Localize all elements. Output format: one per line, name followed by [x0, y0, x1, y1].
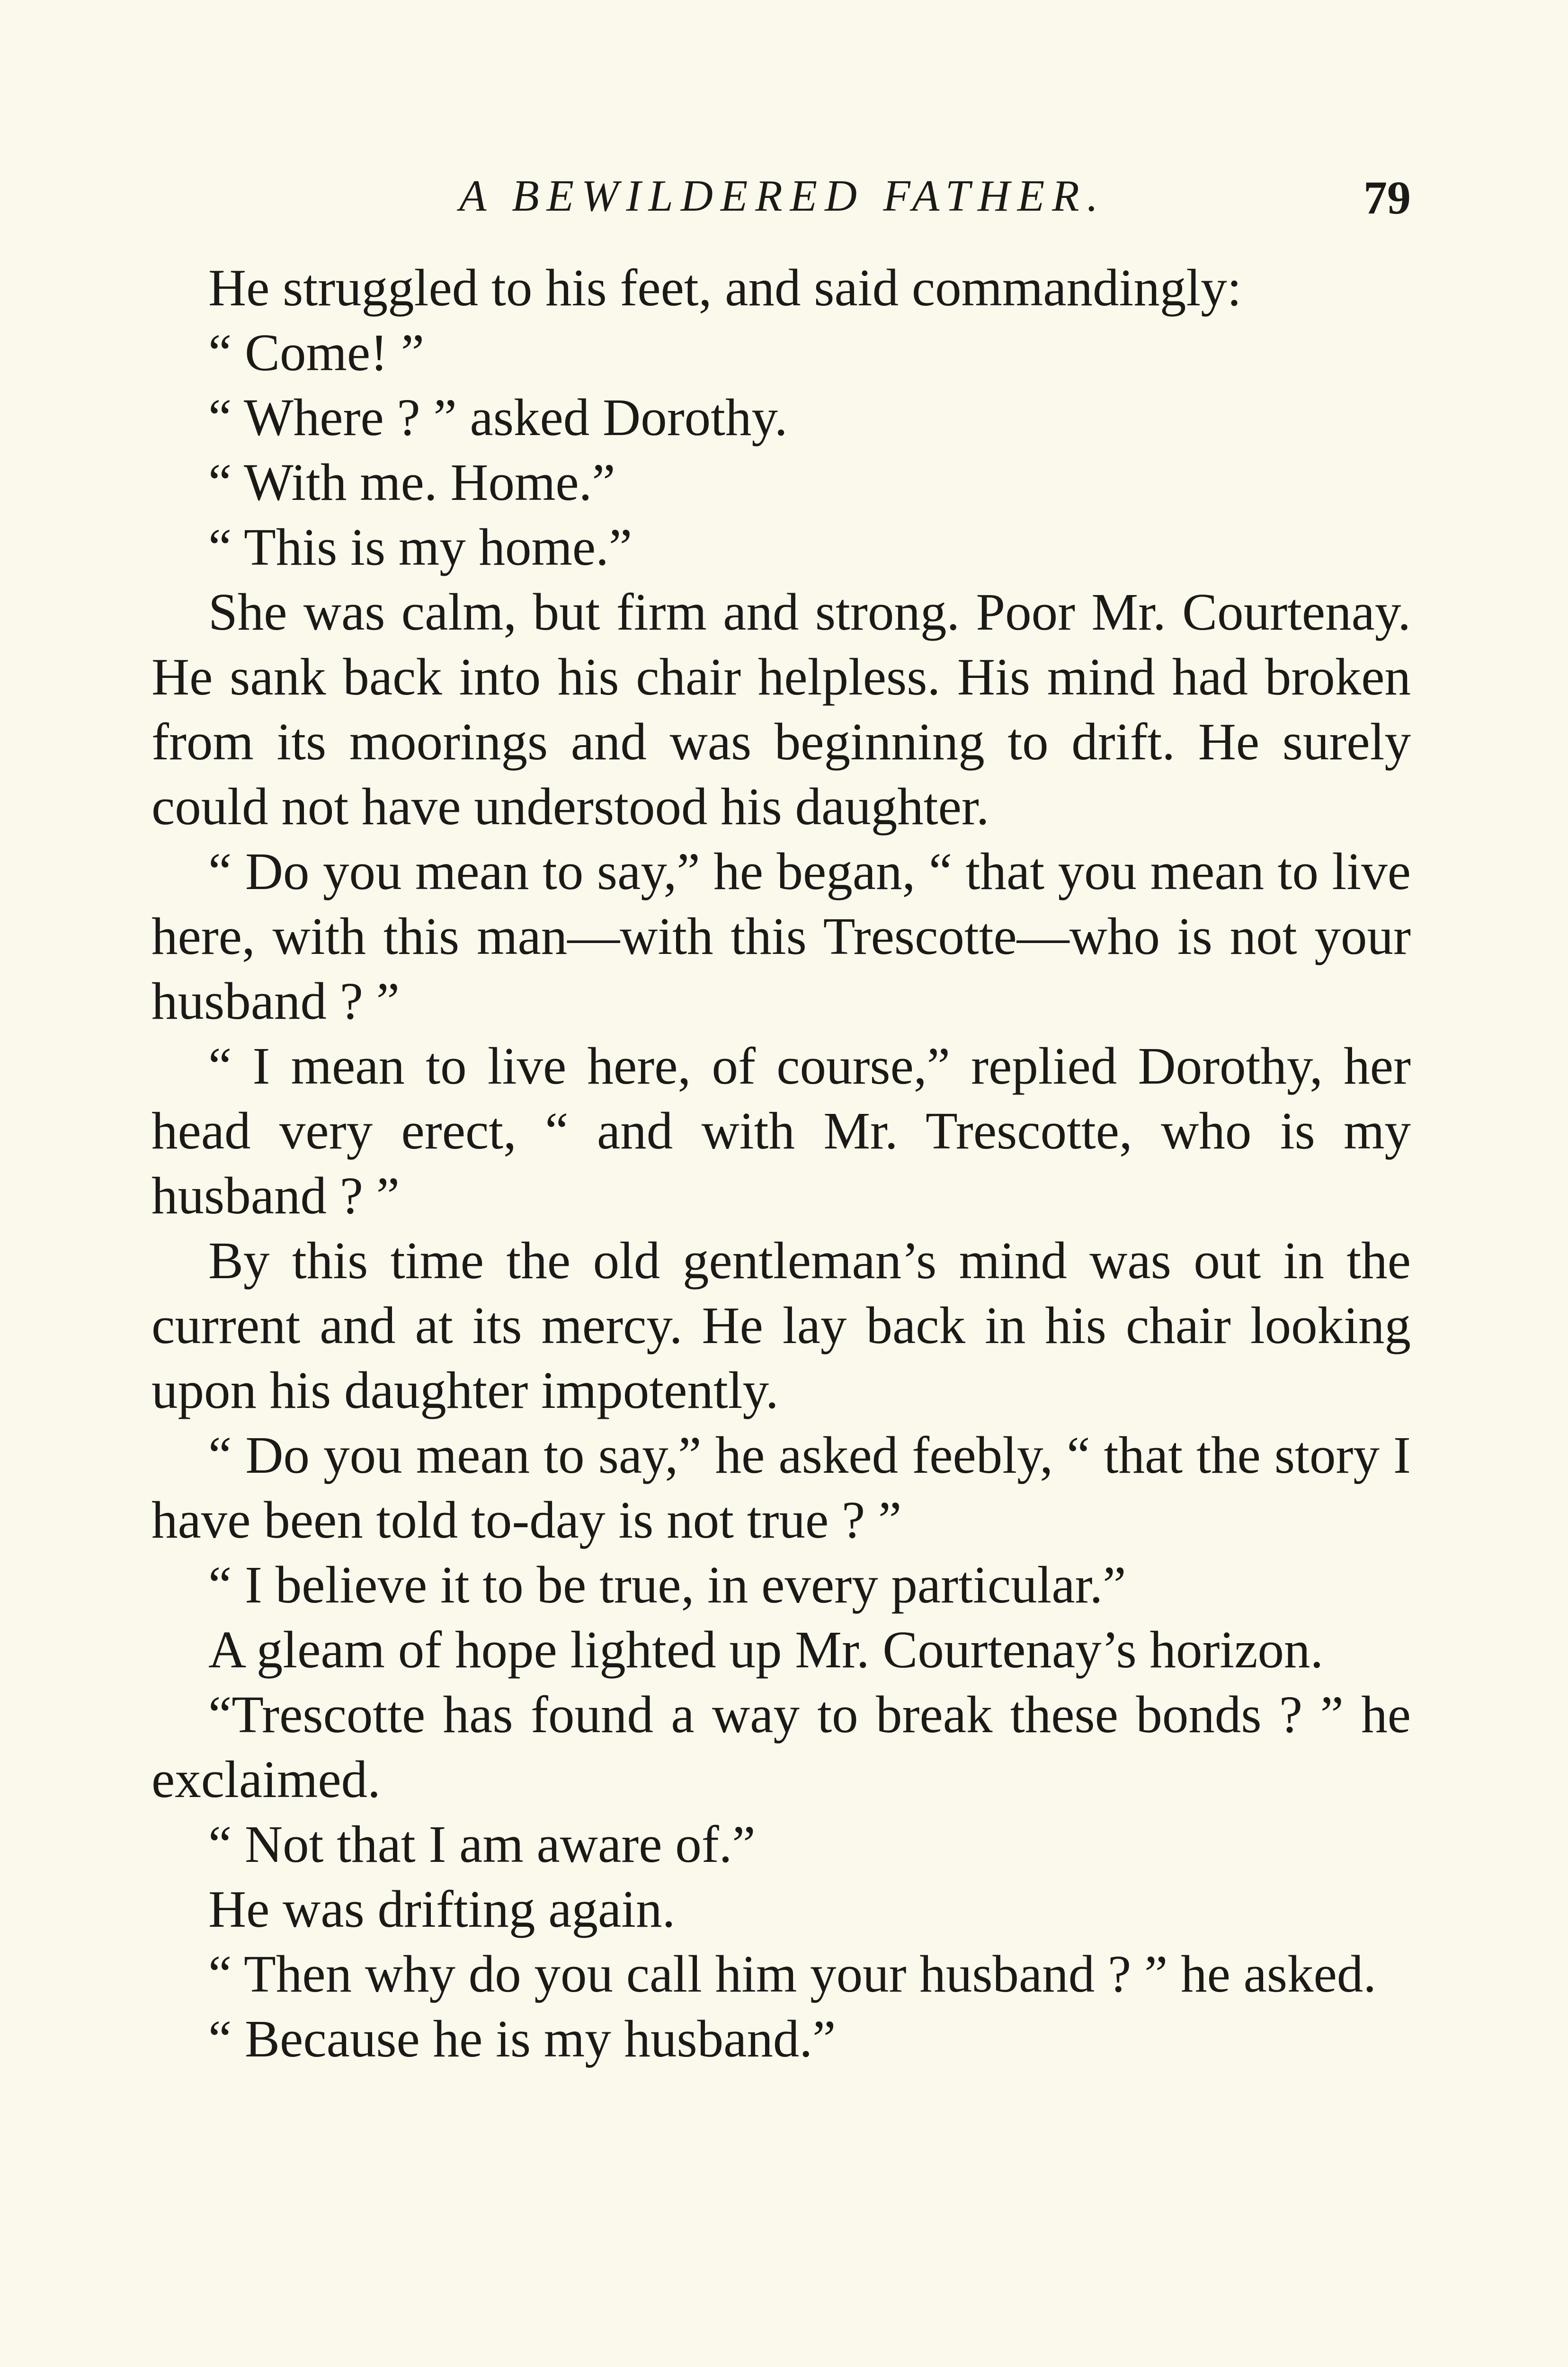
paragraph: “ Then why do you call him your husband ? ” he asked.: [208, 1945, 1377, 2003]
page-number: 79: [1363, 171, 1411, 224]
paragraph: “ Come! ”: [208, 324, 425, 382]
paragraph: “ I mean to live here, of course,” replied Dorothy, her head very erect, “ and with Mr. Trescotte, who is my husband ? ”: [151, 1037, 1411, 1225]
paragraph: “ Because he is my husband.”: [208, 2010, 836, 2068]
paragraph: “ Where ? ” asked Dorothy.: [208, 389, 788, 447]
paragraph: “ Do you mean to say,” he began, “ that you mean to live here, with this man—with this Trescotte—who is not your husband ? ”: [151, 843, 1411, 1031]
paragraph: “ Not that I am aware of.”: [208, 1815, 756, 1874]
paragraph: “ This is my home.”: [208, 518, 633, 577]
paragraph: “ I believe it to be true, in every particular.”: [208, 1556, 1126, 1614]
paragraph: He was drifting again.: [208, 1880, 676, 1939]
running-head: [151, 170, 1411, 227]
body-text: [151, 256, 1411, 2072]
paragraph: “Trescotte has found a way to break these bonds ? ” he exclaimed.: [151, 1686, 1411, 1809]
paragraph: “ With me. Home.”: [208, 454, 615, 512]
paragraph: “ Do you mean to say,” he asked feebly, “ that the story I have been told to-day is not true ? ”: [151, 1426, 1411, 1549]
paragraph: He struggled to his feet, and said commandingly:: [208, 259, 1242, 317]
running-title: A BEWILDERED FATHER.: [459, 171, 1106, 221]
paragraph: By this time the old gentleman’s mind was out in the current and at its mercy. He lay back in his chair looking upon his daughter impotently.: [151, 1232, 1411, 1420]
paragraph: A gleam of hope lighted up Mr. Courtenay’s horizon.: [208, 1621, 1324, 1679]
paragraph: She was calm, but firm and strong. Poor Mr. Courtenay. He sank back into his chair helpless. His mind had broken from its moorings and was beginning to drift. He surely could not have understood his daughter.: [151, 583, 1411, 836]
